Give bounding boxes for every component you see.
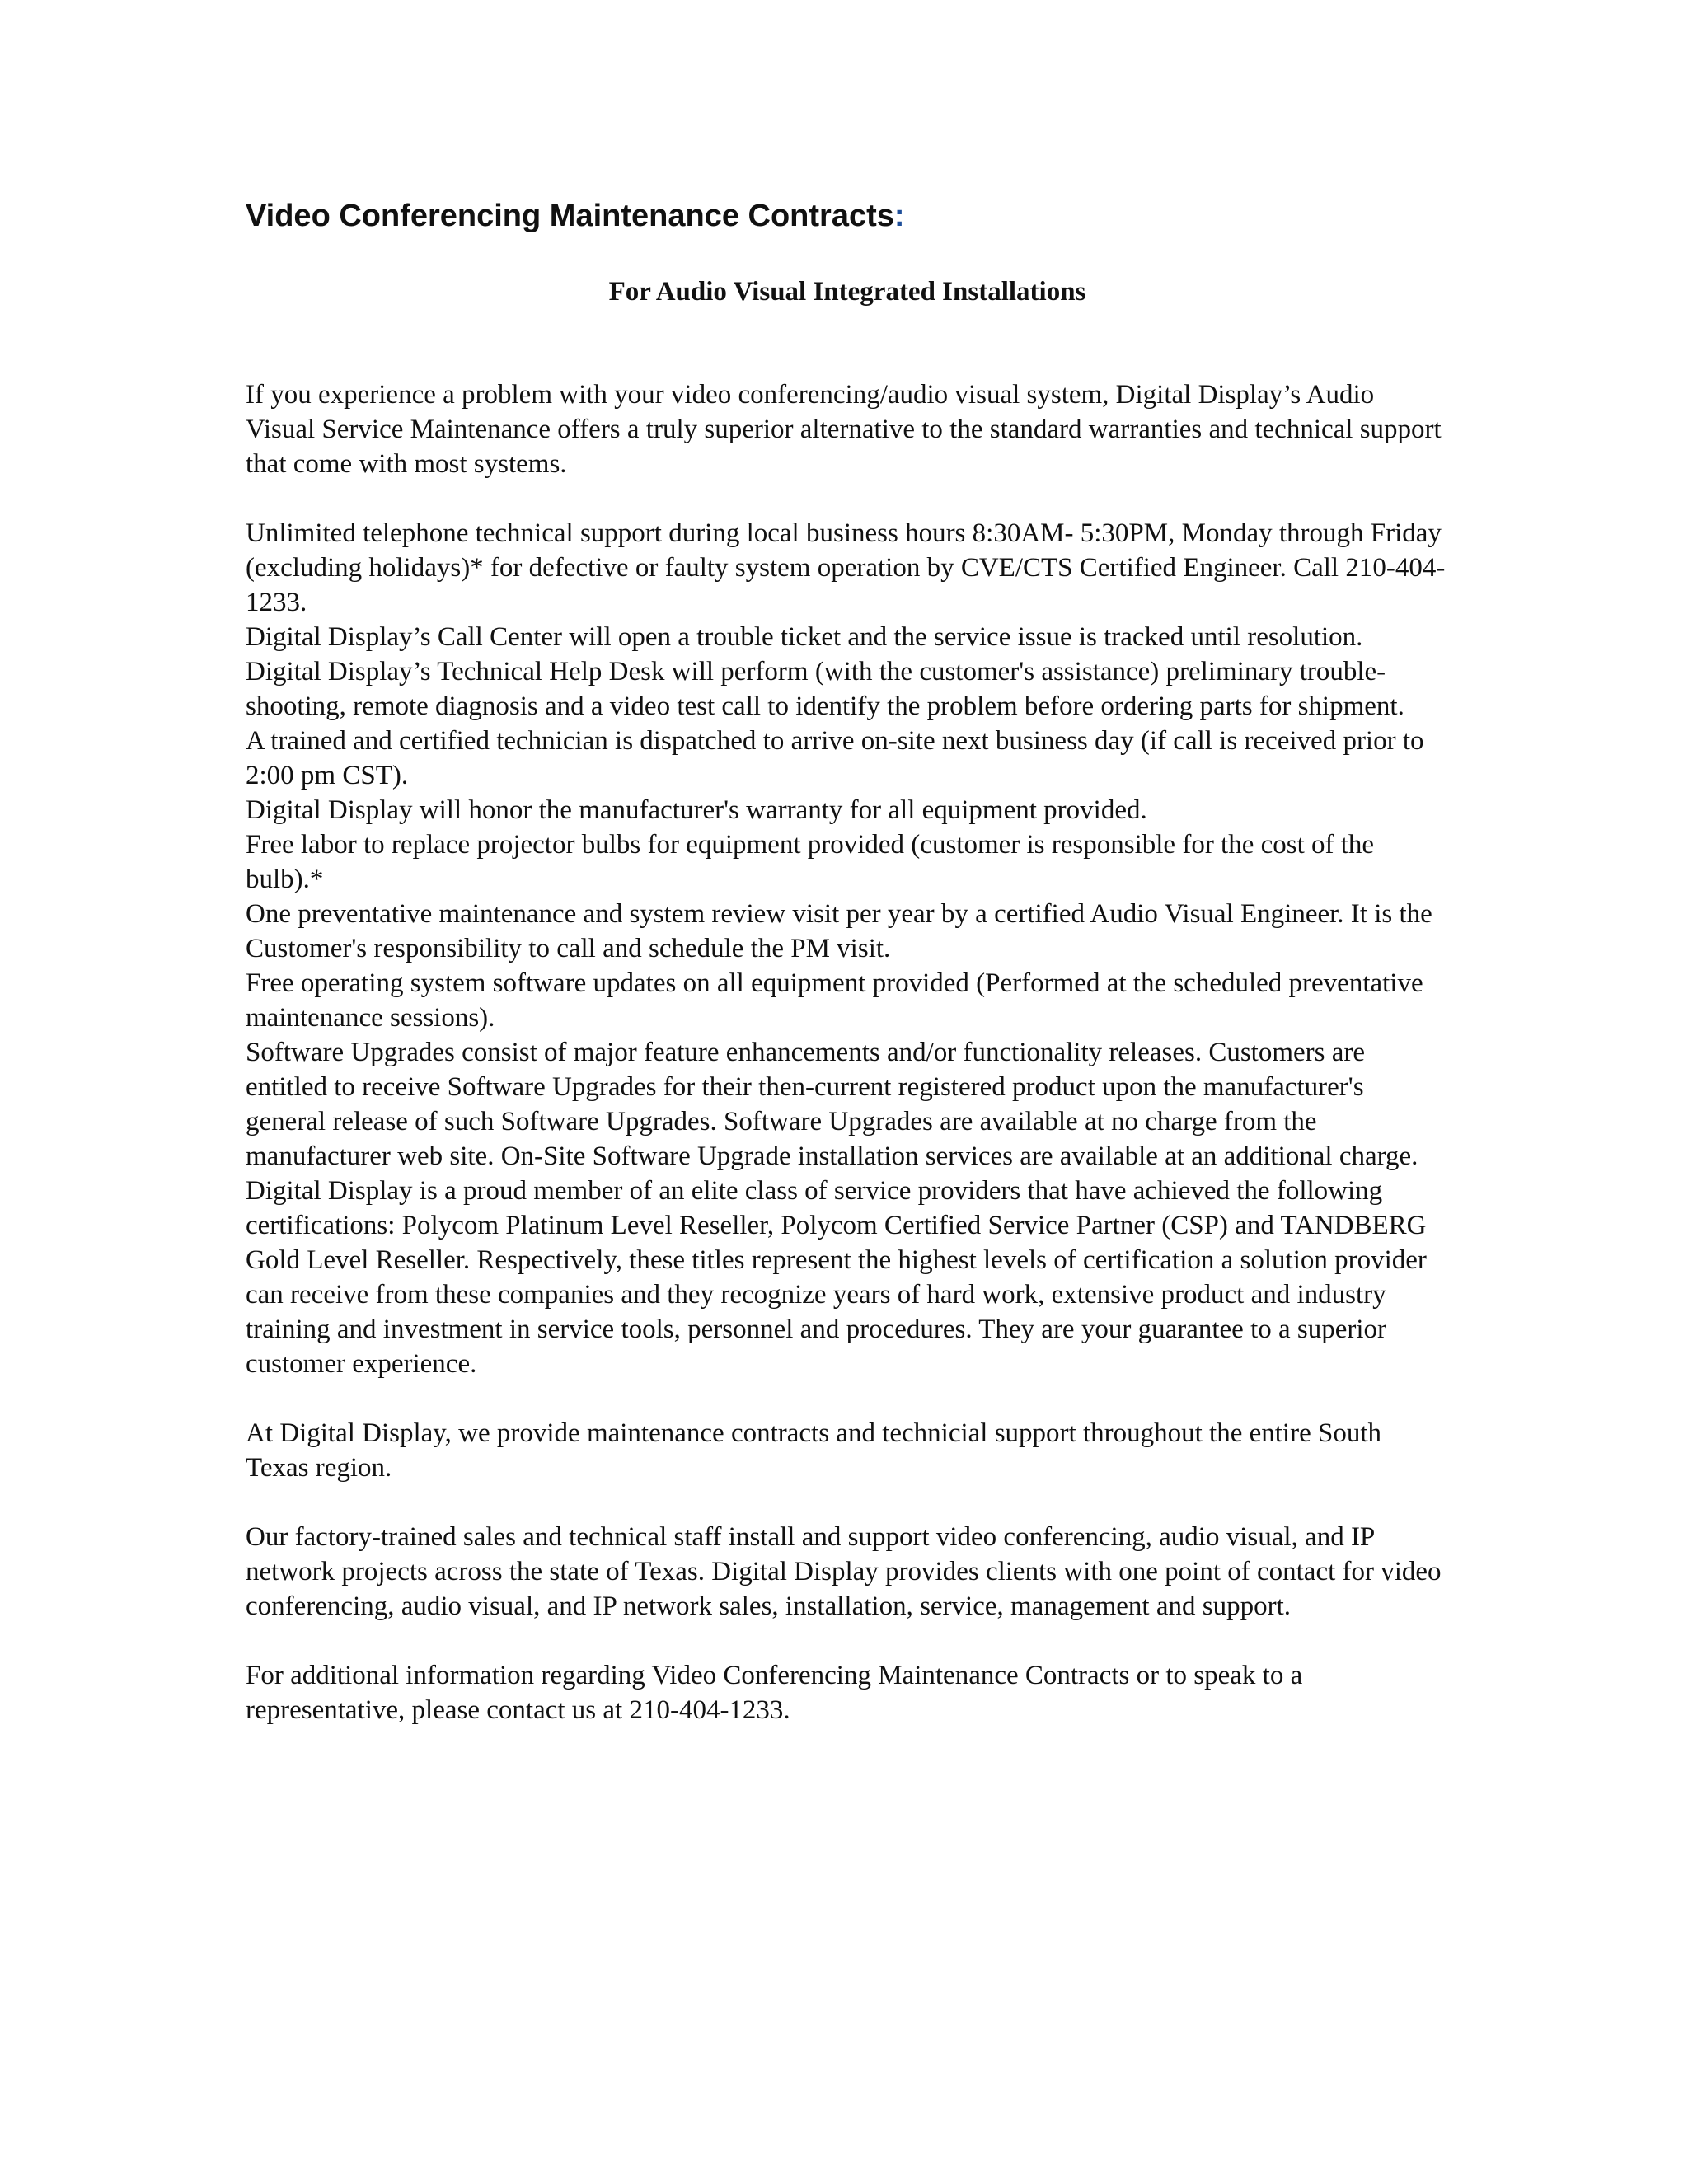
feature-software-upgrades: Software Upgrades consist of major feature enhancements and/or functionality releases. Customers are entitled to receive Software Upgrades for their then-current registered product upon the manufacturer's general release of such Software Upgrades. Software Upgrades are available at no charge from the manufacturer web site. On-Site Software Upgrade installation services are available at an additional charge.: [246, 1038, 1418, 1171]
feature-telephone-support: Unlimited telephone technical support during local business hours 8:30AM- 5:30PM, Monday through Friday (excluding holidays)* for defective or faulty system operation by CVE/CTS Certified Engineer. Call 210-404-1233.: [246, 518, 1446, 617]
feature-projector-bulbs: Free labor to replace projector bulbs for equipment provided (customer is responsible for the cost of the bulb).*: [246, 830, 1375, 894]
paragraph-spacer: [246, 481, 1449, 516]
feature-software-updates: Free operating system software updates on all equipment provided (Performed at the scheduled preventative maintenance sessions).: [246, 968, 1423, 1033]
service-features: [246, 516, 1449, 1381]
feature-help-desk: Digital Display’s Technical Help Desk will perform (with the customer's assistance) preliminary trouble-shooting, remote diagnosis and a video test call to identify the problem before ordering parts for shipment.: [246, 657, 1404, 721]
feature-certifications: Digital Display is a proud member of an elite class of service providers that have achieved the following certifications: Polycom Platinum Level Reseller, Polycom Certified Service Partner (CSP) and TANDBERG Gold Level Reseller. Respectively, these titles represent the highest levels of certification a solution provider can receive from these companies and they recognize years of hard work, extensive product and industry training and investment in service tools, personnel and procedures. They are your guarantee to a superior customer experience.: [246, 1176, 1427, 1379]
closing-staff-paragraph: Our factory-trained sales and technical staff install and support video conferencing, audio visual, and IP network projects across the state of Texas. Digital Display provides clients with one point of contact for video conferencing, audio visual, and IP network sales, installation, service, management and support.: [246, 1522, 1442, 1621]
document-body: [246, 377, 1449, 1727]
page-title-text: Video Conferencing Maintenance Contracts: [246, 199, 894, 233]
feature-preventative-maintenance: One preventative maintenance and system review visit per year by a certified Audio Visual Engineer. It is the Customer's responsibility to call and schedule the PM visit.: [246, 899, 1432, 963]
feature-call-center: Digital Display’s Call Center will open a trouble ticket and the service issue is tracked until resolution.: [246, 622, 1363, 652]
page-title-colon: :: [893, 199, 905, 233]
paragraph-spacer: [246, 1624, 1449, 1658]
feature-warranty: Digital Display will honor the manufacturer's warranty for all equipment provided.: [246, 795, 1147, 825]
feature-onsite-technician: A trained and certified technician is dispatched to arrive on-site next business day (if call is received prior to 2:00 pm CST).: [246, 726, 1424, 790]
page-title: [246, 196, 1449, 236]
page-subtitle: For Audio Visual Integrated Installations: [608, 277, 1086, 307]
document-content: [246, 196, 1449, 1727]
closing-contact-paragraph: For additional information regarding Video Conferencing Maintenance Contracts or to speak to a representative, please contact us at 210-404-1233.: [246, 1661, 1303, 1725]
paragraph-spacer: [246, 1485, 1449, 1520]
paragraph-spacer: [246, 1381, 1449, 1416]
closing-region-paragraph: At Digital Display, we provide maintenance contracts and technicial support throughout the entire South Texas region.: [246, 1418, 1381, 1483]
intro-paragraph: If you experience a problem with your video conferencing/audio visual system, Digital Display’s Audio Visual Service Maintenance offers a truly superior alternative to the standard warranties and technical support that come with most systems.: [246, 380, 1442, 479]
